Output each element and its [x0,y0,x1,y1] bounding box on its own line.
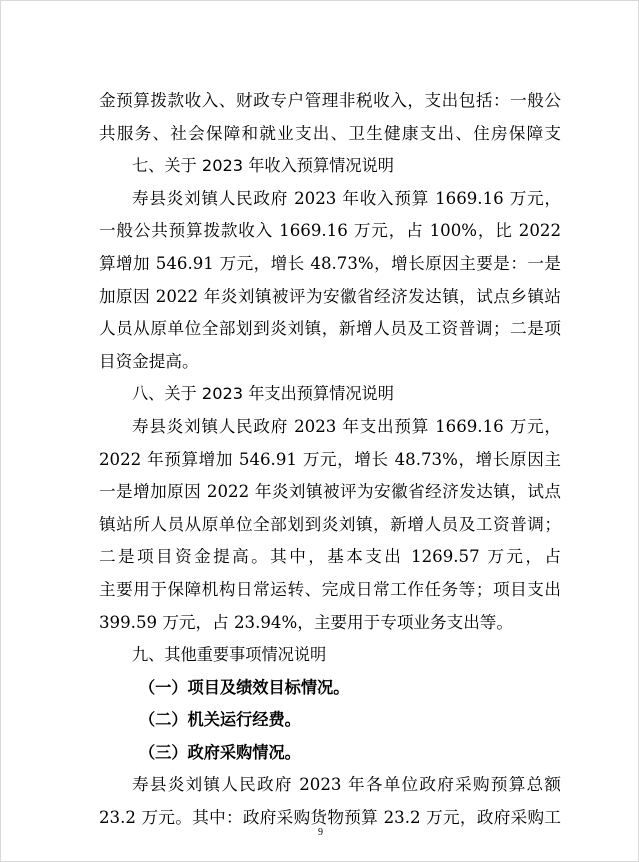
section-heading-nine: 九、其他重要事项情况说明 [132,645,327,665]
body-text-line: 加原因 2022 年炎刘镇被评为安徽省经济发达镇，试点乡镇站 [99,286,561,306]
section-heading-eight: 八、关于 2023 年支出预算情况说明 [132,384,394,404]
page-number: 9 [318,827,323,838]
section-heading-seven: 七、关于 2023 年收入预算情况说明 [132,156,394,176]
body-text-line: 目资金提高。 [99,351,199,371]
body-text-line: 寿县炎刘镇人民政府 2023 年支出预算 1669.16 万元， [132,416,561,436]
body-text-line: 2022 年预算增加 546.91 万元，增长 48.73%，增长原因主 [99,449,561,469]
body-text-line: 二是项目资金提高。其中，基本支出 1269.57 万元，占 [99,547,561,567]
sub-heading-one: （一）项目及绩效目标情况。 [139,677,350,697]
document-body [99,85,561,835]
body-text-line: 寿县炎刘镇人民政府 2023 年收入预算 1669.16 万元， [132,188,561,208]
body-text-line: 算增加 546.91 万元，增长 48.73%，增长原因主要是：一是 [99,253,561,273]
body-text-line: 金预算拨款收入、财政专户管理非税收入，支出包括：一般公 [99,91,561,110]
body-text-line: 共服务、社会保障和就业支出、卫生健康支出、住房保障支 [99,123,561,143]
body-text-line: 镇站所人员从原单位全部划到炎刘镇，新增人员及工资普调； [99,514,561,534]
sub-heading-two: （二）机关运行经费。 [139,710,301,730]
body-text-line: 399.59 万元，占 23.94%，主要用于专项业务支出等。 [99,612,513,632]
body-text-line: 23.2 万元。其中：政府采购货物预算 23.2 万元，政府采购工 [99,808,561,828]
body-text-line: 人员从原单位全部划到炎刘镇，新增人员及工资普调；二是项 [99,319,561,339]
body-text-line: 寿县炎刘镇人民政府 2023 年各单位政府采购预算总额 [132,775,561,795]
sub-heading-three: （三）政府采购情况。 [139,742,301,762]
body-text-line: 一般公共预算拨款收入 1669.16 万元，占 100%，比 2022 [99,221,561,241]
body-text-line: 主要用于保障机构日常运转、完成日常工作任务等；项目支出 [99,579,561,599]
body-text-line: 一是增加原因 2022 年炎刘镇被评为安徽省经济发达镇，试点 [99,482,561,502]
